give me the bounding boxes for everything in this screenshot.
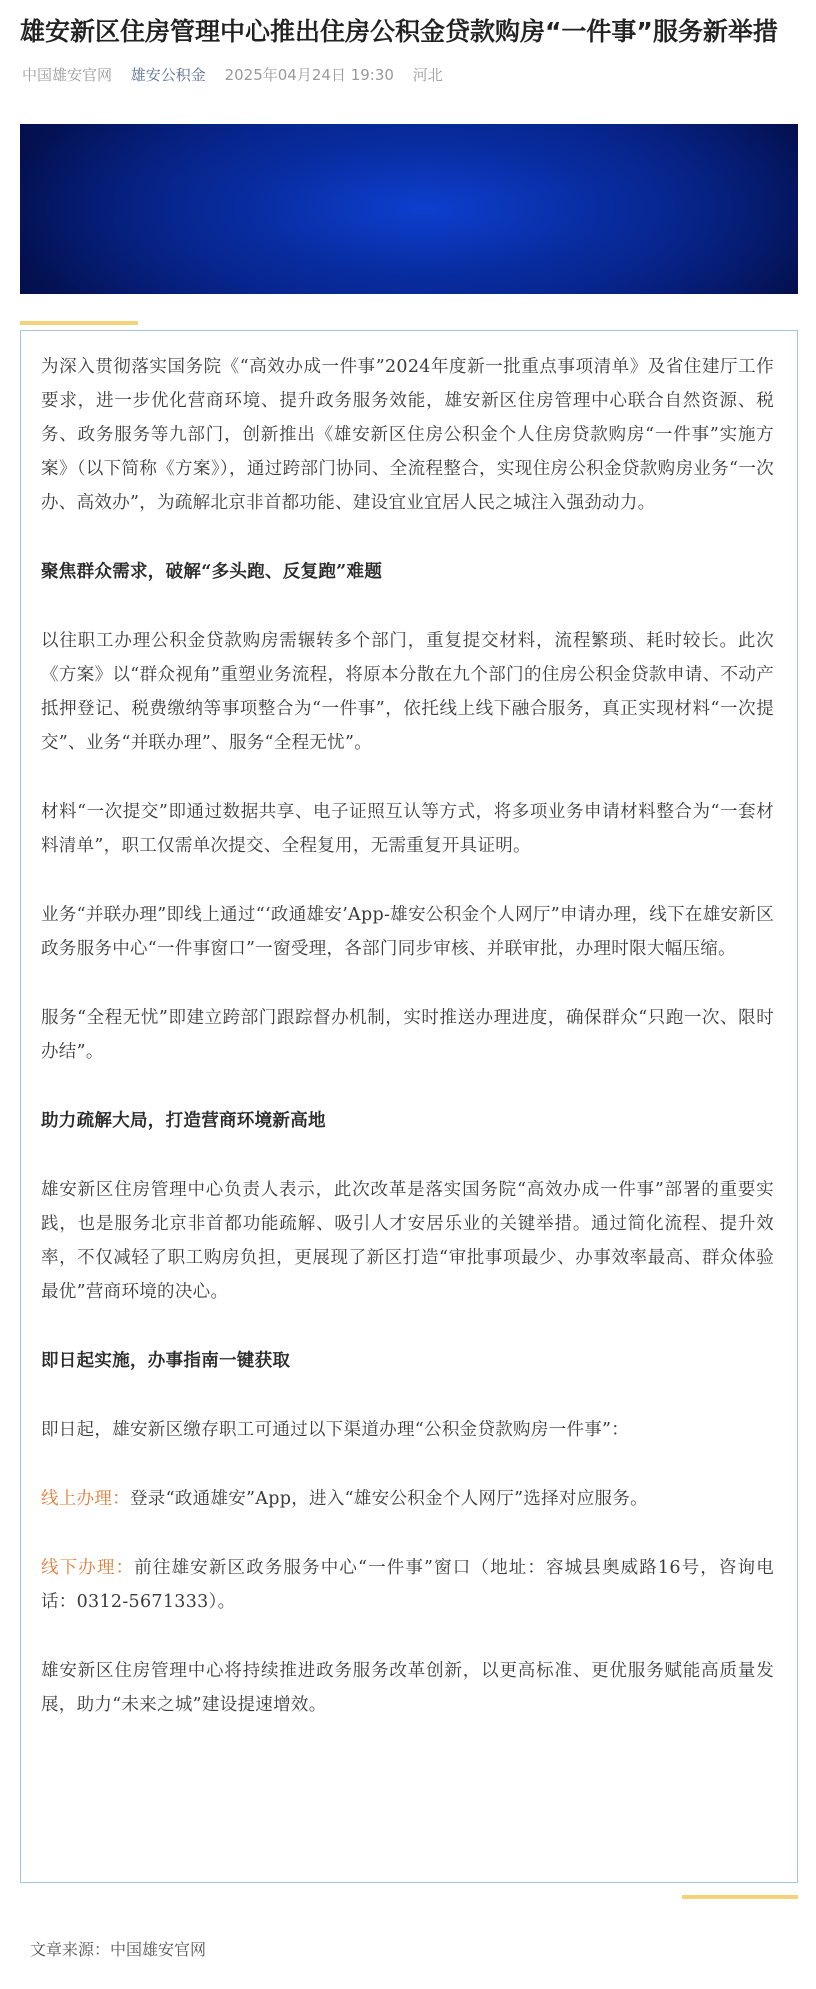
paragraph-closing: 雄安新区住房管理中心将持续推进政务服务改革创新，以更高标准、更优服务赋能高质量发展，助力“未来之城”建设提速增效。 [41, 1661, 774, 1715]
decorative-top-bar [20, 321, 138, 325]
online-text: 登录“政通雄安”App，进入“雄安公积金个人网厅”选择对应服务。 [130, 1489, 648, 1509]
section-heading-3: 即日起实施，办事指南一键获取 [41, 1351, 291, 1371]
header-banner-image [20, 124, 798, 294]
meta-location: 河北 [412, 66, 443, 84]
paragraph-statement: 雄安新区住房管理中心负责人表示，此次改革是落实国务院“高效办成一件事”部署的重要实践，也是服务北京非首都功能疏解、吸引人才安居乐业的关键举措。通过简化流程、提升效率，不仅减轻了职工购房负担，更展现了新区打造“审批事项最少、办事效率最高、群众体验最优”营商环境的决心。 [41, 1180, 774, 1302]
meta-account-link[interactable]: 雄安公积金 [130, 66, 206, 84]
section-heading-2: 助力疏解大局，打造营商环境新高地 [41, 1111, 326, 1131]
article-title: 雄安新区住房管理中心推出住房公积金贷款购房“一件事”服务新举措 [20, 17, 778, 46]
paragraph-intro: 为深入贯彻落实国务院《“高效办成一件事”2024年度新一批重点事项清单》及省住建厅工作要求，进一步优化营商环境、提升政务服务效能，雄安新区住房管理中心联合自然资源、税务、政务服务等九部门，创新推出《雄安新区住房公积金个人住房贷款购房“一件事”实施方案》（以下简称《方案》），通过跨部门协同、全流程整合，实现住房公积金贷款购房业务“一次办、高效办”，为疏解北京非首都功能、建设宜业宜居人民之城注入强劲动力。 [41, 357, 774, 513]
article-meta [22, 62, 457, 88]
online-label: 线上办理： [41, 1489, 130, 1509]
paragraph-background: 以往职工办理公积金贷款购房需辗转多个部门，重复提交材料，流程繁琐、耗时较长。此次《方案》以“群众视角”重塑业务流程，将原本分散在九个部门的住房公积金贷款申请、不动产抵押登记、税费缴纳等事项整合为“一件事”，依托线上线下融合服务，真正实现材料“一次提交”、业务“并联办理”、服务“全程无忧”。 [41, 631, 774, 753]
section-heading-1: 聚焦群众需求，破解“多头跑、反复跑”难题 [41, 562, 383, 582]
meta-datetime: 2025年04月24日 19:30 [224, 66, 394, 84]
paragraph-online [41, 1482, 774, 1516]
offline-text: 前往雄安新区政务服务中心“一件事”窗口（地址：容城县奥威路16号，咨询电话：0312-5671333）。 [41, 1558, 774, 1612]
paragraph-materials: 材料“一次提交”即通过数据共享、电子证照互认等方式，将多项业务申请材料整合为“一套材料清单”，职工仅需单次提交、全程复用，无需重复开具证明。 [41, 802, 774, 856]
paragraph-parallel: 业务“并联办理”即线上通过“‘政通雄安’App-雄安公积金个人网厅”申请办理，线下在雄安新区政务服务中心“一件事窗口”一窗受理，各部门同步审核、并联审批，办理时限大幅压缩。 [41, 905, 774, 959]
decorative-bottom-bar [682, 1895, 798, 1899]
offline-label: 线下办理： [41, 1558, 135, 1578]
paragraph-offline [41, 1551, 774, 1619]
article-body [20, 330, 798, 1883]
meta-source: 中国雄安官网 [22, 66, 113, 84]
paragraph-channels: 即日起，雄安新区缴存职工可通过以下渠道办理“公积金贷款购房一件事”： [41, 1420, 630, 1440]
paragraph-service: 服务“全程无忧”即建立跨部门跟踪督办机制，实时推送办理进度，确保群众“只跑一次、限时办结”。 [41, 1008, 774, 1062]
article-source-line: 文章来源：中国雄安官网 [30, 1940, 207, 1959]
